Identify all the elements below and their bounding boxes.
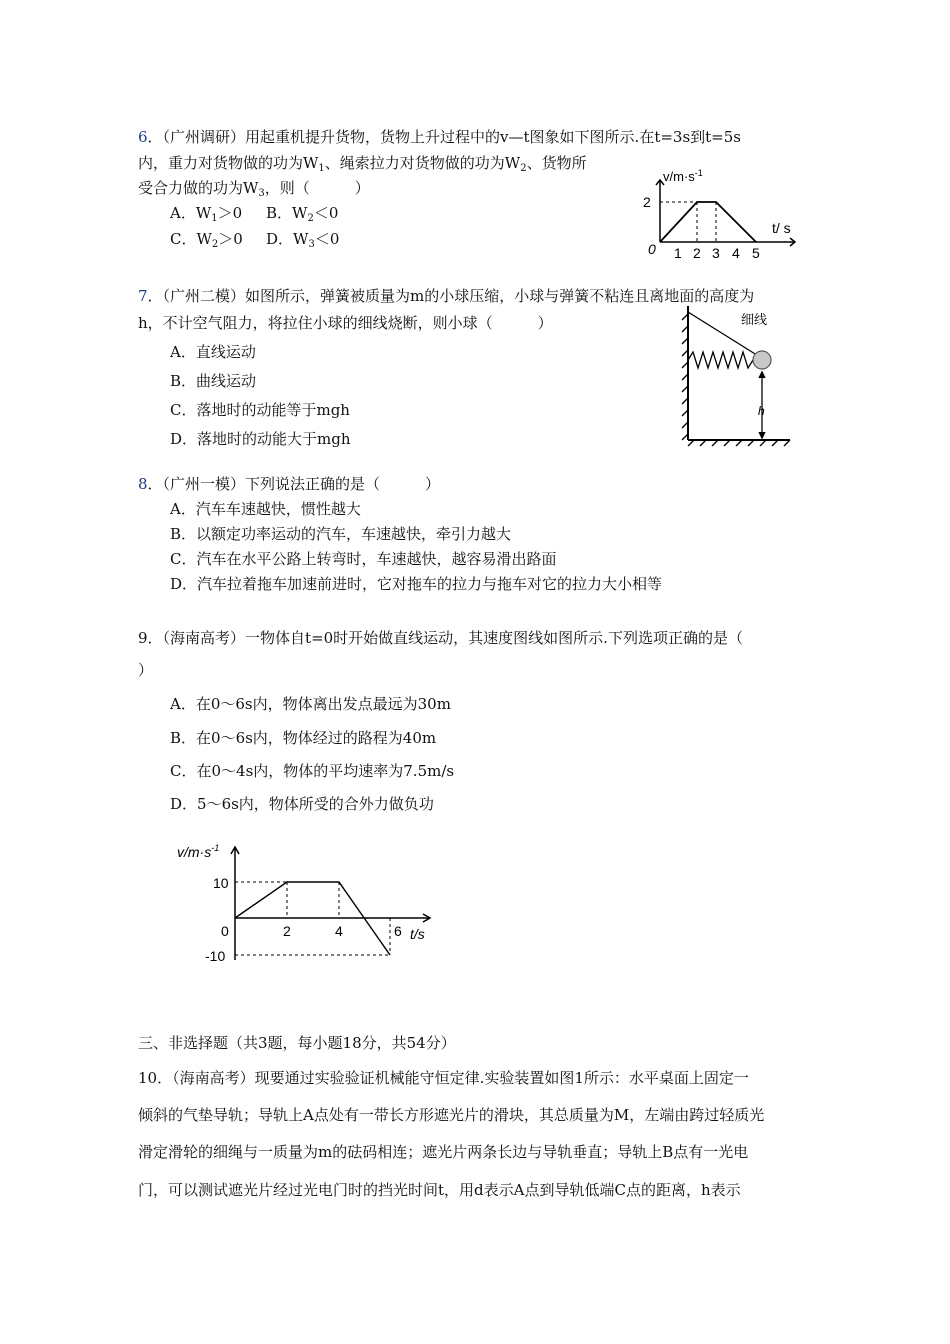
q7-height-arrow-down (759, 432, 765, 438)
q6-option-c: C．$W_2>0$ (170, 230, 243, 250)
q6-line-3: 受合力做的功为$W_3$，则（ ） (138, 179, 370, 199)
q6-x-tick-5: 5 (752, 245, 760, 261)
q7-ball (753, 351, 771, 369)
q9-y-tick-10: 10 (213, 875, 229, 891)
q8-option-a: A．汽车车速越快，惯性越大 (170, 500, 361, 518)
q6-vt-graph (630, 160, 810, 270)
q6-option-a: A．$W_1>0$ (170, 204, 243, 224)
q6-x-tick-1: 1 (674, 245, 682, 261)
q7-height-arrow-up (759, 372, 765, 378)
q6-x-tick-2: 2 (693, 245, 701, 261)
q6-x-tick-3: 3 (712, 245, 720, 261)
q9-option-c: C．在0～4s内，物体的平均速率为7.5m/s (170, 762, 455, 780)
q9-option-b: B．在0～6s内，物体经过的路程为40m (170, 729, 437, 747)
q7-option-b: B．曲线运动 (170, 372, 257, 390)
section-3-title: 三、非选择题（共3题，每小题18分，共54分） (138, 1034, 456, 1052)
q7-option-c: C．落地时的动能等于mgh (170, 401, 350, 419)
q6-x-label: t/ s (772, 220, 791, 236)
q7-h-label: h (758, 404, 765, 418)
q10-line-3: 滑定滑轮的细绳与一质量为m的砝码相连；遮光片两条长边与导轨垂直；导轨上B点有一光电 (138, 1143, 749, 1161)
q8-line-1: 8．（广州一模）下列说法正确的是（ ） (138, 475, 441, 493)
q6-line-2: 内，重力对货物做的功为$W_1$、绳索拉力对货物做的功为$W_2$、货物所 (138, 154, 587, 174)
q9-x-tick-0: 0 (221, 923, 229, 939)
q7-option-a: A．直线运动 (170, 343, 256, 361)
q7-line-1: 7．（广州二模）如图所示，弹簧被质量为m的小球压缩，小球与弹簧不粘连且离地面的高度为 (138, 287, 755, 305)
q9-option-a: A．在0～6s内，物体离出发点最远为30m (170, 695, 451, 713)
q6-x-tick-4: 4 (732, 245, 740, 261)
q10-line-4: 门，可以测试遮光片经过光电门时的挡光时间t，用d表示A点到导轨低端C点的距离，h表示 (138, 1181, 741, 1199)
q6-origin-label: 0 (648, 241, 656, 257)
q10-line-2: 倾斜的气垫导轨；导轨上A点处有一带长方形遮光片的滑块，其总质量为M，左端由跨过轻质光 (138, 1106, 765, 1124)
q6-y-tick-2: 2 (643, 194, 651, 210)
q9-vt-graph (165, 835, 445, 965)
q7-number: 7 (138, 287, 148, 305)
q9-x-tick-6: 6 (394, 923, 402, 939)
q8-number: 8 (138, 475, 148, 493)
q6-y-label: $v/m\cdot s^{-1}$ (663, 168, 703, 184)
q8-option-b: B．以额定功率运动的汽车，车速越快，牵引力越大 (170, 525, 512, 543)
q7-line-2: h，不计空气阻力，将拉住小球的细线烧断，则小球（ ） (138, 314, 553, 332)
q6-number: 6 (138, 128, 148, 146)
q9-line-1: 9．（海南高考）一物体自t=0时开始做直线运动，其速度图线如图所示.下列选项正确的是（ (138, 629, 743, 647)
q8-option-c: C．汽车在水平公路上转弯时，车速越快，越容易滑出路面 (170, 550, 557, 568)
q9-y-label: $v/m\cdot s^{-1}$ (177, 843, 220, 860)
q7-spring (688, 352, 753, 368)
q9-x-tick-2: 2 (283, 923, 291, 939)
q7-thread-label: 细线 (741, 312, 768, 327)
q7-spring-diagram (672, 300, 802, 450)
q10-line-1: 10．（海南高考）现要通过实验验证机械能守恒定律.实验装置如图1所示：水平桌面上固定一 (138, 1069, 749, 1087)
q7-option-d: D．落地时的动能大于mgh (170, 430, 351, 448)
q9-x-label: t/s (410, 926, 425, 942)
q6-option-d: D．$W_3<0$ (266, 230, 340, 250)
q9-x-tick-4: 4 (335, 923, 343, 939)
q6-line-1: 6．（广州调研）用起重机提升货物，货物上升过程中的v—t图象如下图所示.在t=3s到t=5s (138, 128, 741, 146)
q8-option-d: D．汽车拉着拖车加速前进时，它对拖车的拉力与拖车对它的拉力大小相等 (170, 575, 663, 593)
q9-y-tick-minus10: -10 (205, 948, 226, 964)
q9-option-d: D．5～6s内，物体所受的合外力做负功 (170, 795, 434, 813)
q9-line-2: ） (138, 661, 154, 679)
q6-option-b: B．$W_2<0$ (266, 204, 339, 224)
q6-velocity-line (660, 202, 756, 242)
